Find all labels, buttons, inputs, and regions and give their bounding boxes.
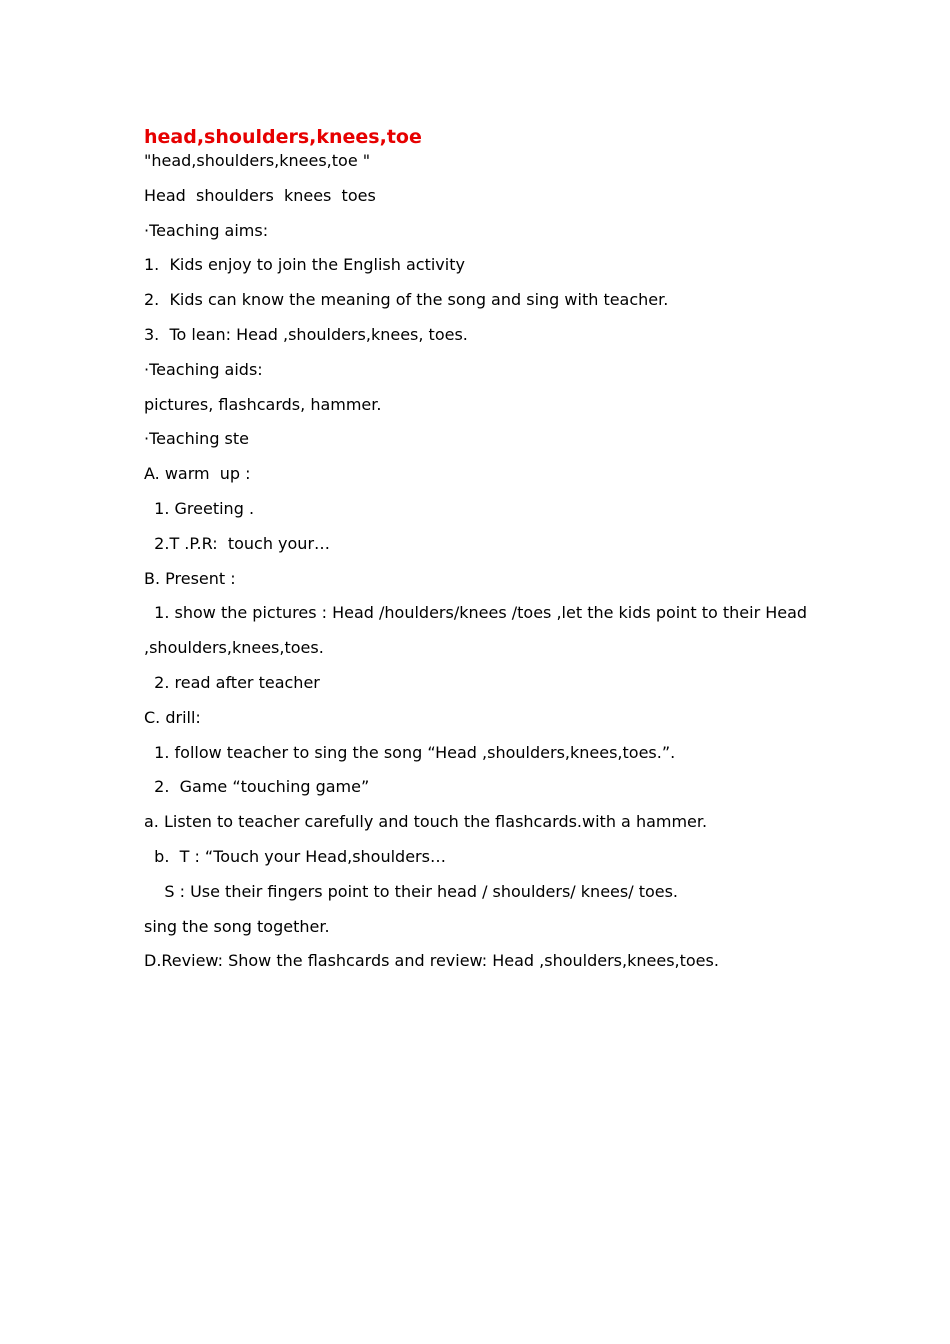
- present-step-2: 2. read after teacher: [144, 672, 320, 692]
- aim-item-3: 3. To lean: Head ,shoulders,knees, toes.: [144, 324, 468, 344]
- sing-together: sing the song together.: [144, 916, 330, 936]
- aim-item-1: 1. Kids enjoy to join the English activity: [144, 255, 465, 275]
- section-drill: C. drill:: [144, 707, 201, 727]
- drill-step-1: 1. follow teacher to sing the song “Head ,shoulders,knees,toes.”.: [144, 742, 676, 762]
- game-step-b-student: S : Use their fingers point to their head / shoulders/ knees/ toes.: [144, 881, 679, 901]
- song-title-quoted: "head,shoulders,knees,toe ": [144, 151, 371, 170]
- document-title: head,shoulders,knees,toe: [144, 126, 422, 148]
- section-review: D.Review: Show the flashcards and review: Head ,shoulders,knees,toes.: [144, 951, 719, 971]
- aim-item-2: 2. Kids can know the meaning of the song and sing with teacher.: [144, 290, 669, 310]
- present-step-1-continued: ,shoulders,knees,toes.: [144, 638, 324, 658]
- document-page: [144, 124, 844, 971]
- teaching-aims-heading: ·Teaching aims:: [144, 220, 269, 240]
- drill-step-2: 2. Game “touching game”: [144, 777, 370, 797]
- section-warm-up: A. warm up :: [144, 464, 251, 484]
- teaching-aids-list: pictures, flashcards, hammer.: [144, 394, 382, 414]
- present-step-1: 1. show the pictures : Head /houlders/knees /toes ,let the kids point to their Head: [144, 603, 808, 623]
- teaching-steps-heading: ·Teaching ste: [144, 429, 250, 449]
- section-present: B. Present :: [144, 568, 236, 588]
- game-step-a: a. Listen to teacher carefully and touch the flashcards.with a hammer.: [144, 812, 708, 832]
- body-parts-line: Head shoulders knees toes: [144, 185, 376, 205]
- game-step-b: b. T : “Touch your Head,shoulders…: [144, 846, 446, 866]
- warm-up-step-1: 1. Greeting .: [144, 498, 255, 518]
- teaching-aids-heading: ·Teaching aids:: [144, 359, 263, 379]
- warm-up-step-2: 2.T .P.R: touch your…: [144, 533, 331, 553]
